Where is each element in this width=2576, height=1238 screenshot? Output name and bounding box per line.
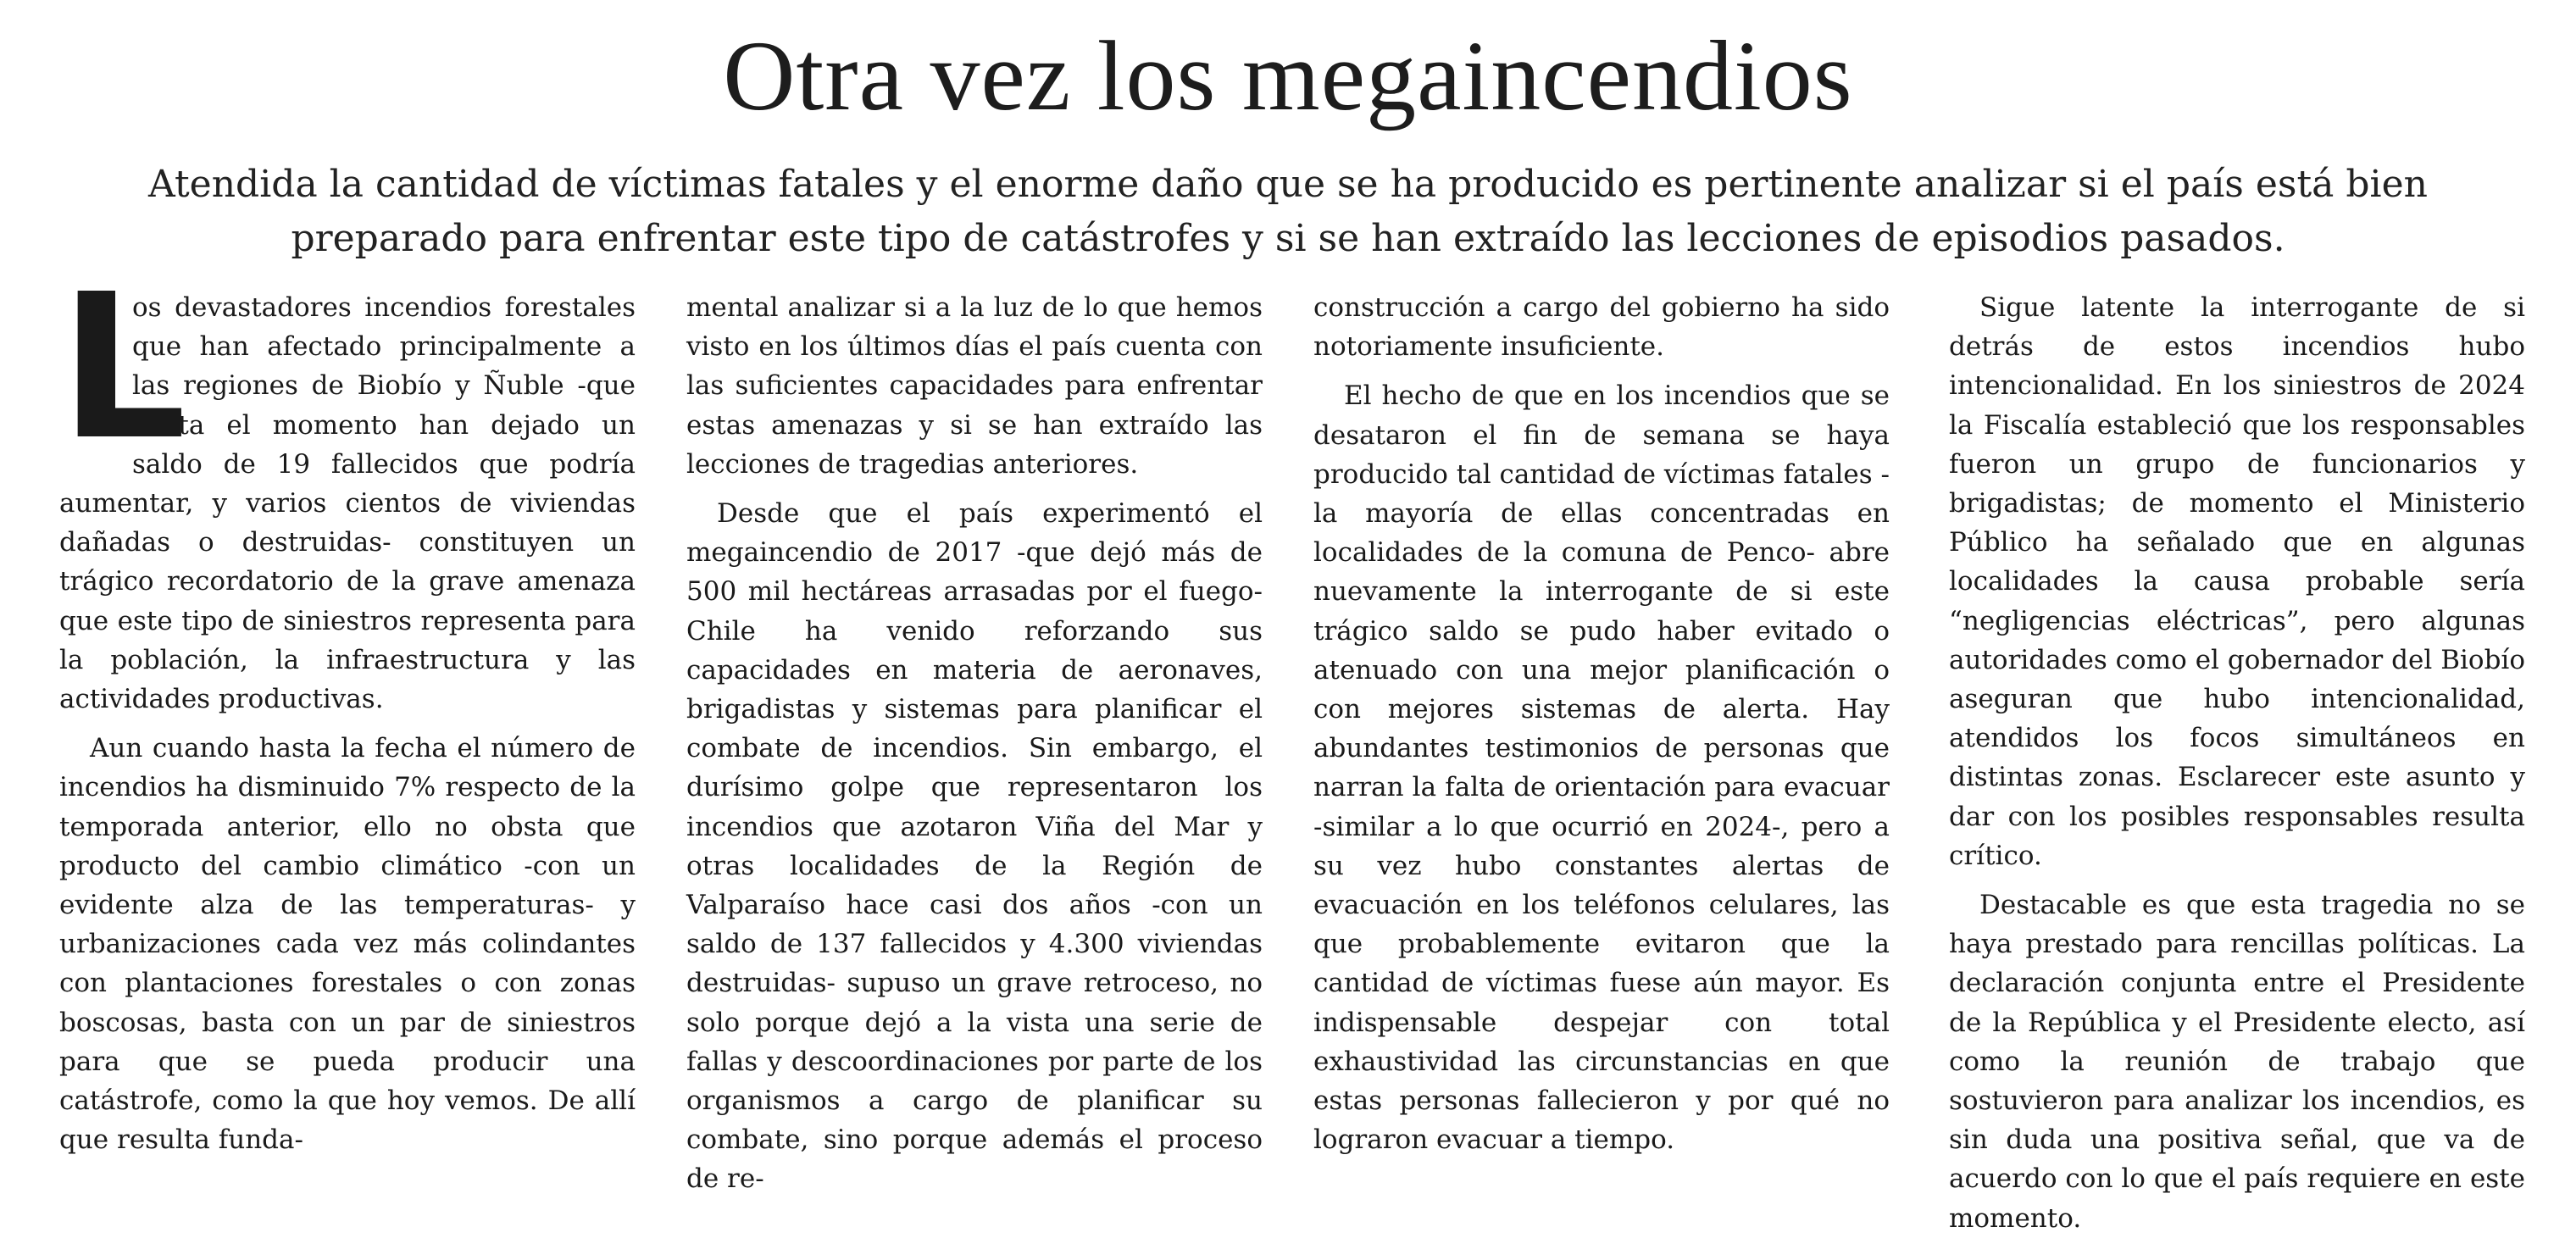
drop-cap-letter: L xyxy=(59,251,187,484)
article-column-4 xyxy=(1949,288,2525,1234)
article-headline: Otra vez los megaincendios xyxy=(723,20,1853,131)
article-deck: Atendida la cantidad de víctimas fatales y el enorme daño que se ha producido es pertinente analizar si el país está bien preparado para enfrentar este tipo de catástrofes y si se han extraído las lecciones de episodios pasados. xyxy=(148,163,2428,260)
paragraph: Destacable es que esta tragedia no se haya prestado para rencillas políticas. La declaración conjunta entre el Presidente de la República y el Presidente electo, así como la reunión de trabajo que sostuvieron para analizar los incendios, es sin duda una positiva señal, que va de acuerdo con lo que el país requiere en este momento. xyxy=(1949,890,2525,1234)
paragraph: Aun cuando hasta la fecha el número de incendios ha disminuido 7% respecto de la temporada anterior, ello no obsta que producto del cambio climático -con un evidente alza de las temperaturas- y urbanizaciones cada vez más colindantes con plantaciones forestales o con zonas boscosas, basta con un par de siniestros para que se pueda producir una catástrofe, como la que hoy vemos. De allí que resulta funda- xyxy=(59,733,636,1156)
paragraph: Sigue latente la interrogante de si detrás de estos incendios hubo intencionalidad. En los siniestros de 2024 la Fiscalía estableció que los responsables fueron un grupo de funcionarios y brigadistas; de momento el Ministerio Público ha señalado que en algunas localidades la causa probable sería “negligencias eléctricas”, pero algunas autoridades como el gobernador del Biobío aseguran que hubo intencionalidad, atendidos los focos simultáneos en distintas zonas. Esclarecer este asunto y dar con los posibles responsables resulta crítico. xyxy=(1949,292,2525,871)
paragraph-text: os devastadores incendios forestales que han afectado principalmente a las regiones de Biobío y Ñuble -que hasta el momento han dejado un saldo de 19 fallecidos que podría aumentar, y varios cientos de viviendas dañadas o destruidas- constituyen un trágico recordatorio de la grave amenaza que este tipo de siniestros representa para la población, la infraestructura y las actividades productivas. xyxy=(59,292,636,715)
drop-cap xyxy=(59,251,187,484)
article-body xyxy=(59,251,2525,1234)
paragraph: El hecho de que en los incendios que se desataron el fin de semana se haya producido tal cantidad de víctimas fatales -la mayoría de ellas concentradas en localidades de la comuna de Penco- abre nuevamente la interrogante de si este trágico saldo se pudo haber evitado o atenuado con una mejor planificación o con mejores sistemas de alerta. Hay abundantes testimonios de personas que narran la falta de orientación para evacuar -similar a lo que ocurrió en 2024-, pero a su vez hubo constantes alertas de evacuación en los teléfonos celulares, las que probablemente evitaron que la cantidad de víctimas fuese aún mayor. Es indispensable despejar con total exhaustividad las circunstancias en que estas personas fallecieron y por qué no lograron evacuar a tiempo. xyxy=(1313,380,1890,1156)
paragraph: mental analizar si a la luz de lo que hemos visto en los últimos días el país cuenta con las suficientes capacidades para enfrentar estas amenazas y si se han extraído las lecciones de tragedias anteriores. xyxy=(686,292,1263,480)
paragraph: Desde que el país experimentó el megaincendio de 2017 -que dejó más de 500 mil hectáreas arrasadas por el fuego- Chile ha venido reforzando sus capacidades en materia de aeronaves, brigadistas y sistemas para planificar el combate de incendios. Sin embargo, el durísimo golpe que representaron los incendios que azotaron Viña del Mar y otras localidades de la Región de Valparaíso hace casi dos años -con un saldo de 137 fallecidos y 4.300 viviendas destruidas- supuso un grave retroceso, no solo porque dejó a la vista una serie de fallas y descoordinaciones por parte de los organismos a cargo de planificar su combate, sino porque además el proceso de re- xyxy=(686,498,1263,1195)
article-column-1 xyxy=(59,251,636,1156)
article-column-2 xyxy=(686,288,1263,1195)
paragraph xyxy=(59,251,636,719)
paragraph: construcción a cargo del gobierno ha sido notoriamente insuficiente. xyxy=(1313,292,1890,363)
article-column-3 xyxy=(1313,288,1890,1156)
